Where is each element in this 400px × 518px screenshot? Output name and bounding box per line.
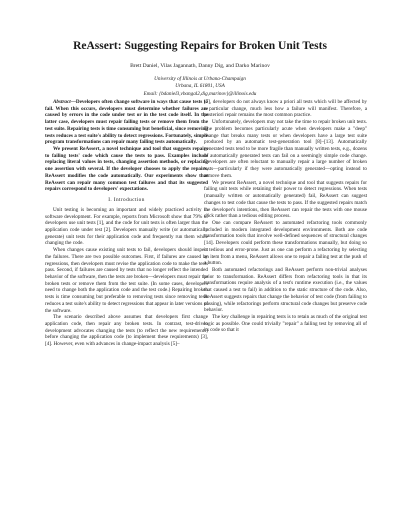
right-paragraph-2: Unfortunately, developers may not take the time to repair broken unit tests. The problem becomes particularly acute when developers make a "deep" change that breaks many tests or when developers have a large test suite produced by an automatic test-generation tool [8]–[13]. Automatically generated tests tend to be more fragile than manually written tests, e.g., dozens of automatically generated tests can fail on a seemingly simple code change. Developers are often reluctant to manually repair a large number of broken tests—particularly if they were automatically generated—opting instead to remove them.	[204, 119, 367, 179]
right-paragraph-4: One can compare ReAssert to automated refactoring tools commonly included in modern integrated development environments. Both are code transformation tools that involve well-defined sequences of structural changes [14]. Developers could perform these transformations manually, but doing so is tedious and error-prone. Just as one can perform a refactoring by selecting an item from a menu, ReAssert allows one to repair a failing test at the push of a button.	[204, 219, 367, 267]
right-paragraph-6: The key challenge in repairing tests is to retain as much of the original test logic as possible. One could trivially "repair" a failing test by removing all of its code so that it	[204, 314, 367, 334]
right-paragraph-5: Both automated refactorings and ReAssert perform non-trivial analyses prior to transformation. ReAssert differs from refactoring tools in that its transformations require analysis of a test's runtime execution (i.e., the values that caused a test to fail) in addition to the static structure of the code. Also, ReAssert suggests repairs that change the behavior of test code (from failing to passing), while refactorings perform structural code changes but preserve code behavior.	[204, 266, 367, 314]
affiliation-institution: University of Illinois at Urbana-Champaign	[154, 76, 246, 82]
affiliation-email: Email: {bdaniel3,vbangal2,dig,marinov}@illinois.edu	[143, 90, 257, 97]
section-heading-introduction: I. Introduction	[108, 197, 145, 204]
left-paragraph-2: When changes cause existing unit tests to fail, developers should inspect the failures. There are two possible outcomes. First, if failures are caused by regressions, then developers must revise the application code to make the tests pass. Second, if failures are caused by tests that no longer reflect the intended behavior of the software, then the tests are broken—developers must repair the broken tests or remove them from the test suite. (In some cases, developers need to change both the application code and the test code.) Repairing broken tests is time consuming but preferable to removing tests since removing tests reduces a test suite's ability to detect regressions that appear in later versions of the software.	[45, 247, 208, 314]
abstract-label: Abstract	[53, 99, 71, 105]
abstract-paragraph-1	[45, 99, 208, 146]
affiliation-block	[0, 76, 400, 98]
right-paragraph-1: [7], developers do not always know a priori all tests which will be affected by a particular change, much less how a failure will manifest. Therefore, a posteriori repair remains the most common practice.	[204, 99, 367, 119]
paper-authors: Brett Daniel, Vilas Jagannath, Danny Dig, and Darko Marinov	[130, 63, 270, 69]
left-column	[45, 99, 208, 348]
right-column	[204, 99, 367, 334]
right-paragraph-3: We present ReAssert, a novel technique and tool that suggests repairs for failing unit tests while retaining their power to detect regressions. When tests (manually written or automatically generated) fail, ReAssert can suggest changes to test code that cause the tests to pass. If the suggested repairs match the developer's intentions, then ReAssert can repair the tests with one mouse click rather than a tedious editing process.	[204, 179, 367, 220]
paper-title: ReAssert: Suggesting Repairs for Broken Unit Tests	[73, 40, 327, 52]
abstract-paragraph-2: We present ReAssert, a novel technique and tool that suggests repairs to failing tests' code which cause the tests to pass. Examples include replacing literal values in tests, changing assertion methods, or replacing one assertion with several. If the developer chooses to apply the repairs, ReAssert modifies the code automatically. Our experiments show that ReAssert can repair many common test failures and that its suggested repairs correspond to developers' expectations.	[45, 146, 208, 193]
left-paragraph-3: The scenario described above assumes that developers first change application code, then repair any broken tests. In contrast, test-driven development advocates changing the tests (to reflect the new requirements) before changing the application code (to implement these requirements) [3], [4]. However, even with advances in change-impact analysis [5]–	[45, 314, 208, 348]
left-paragraph-1: Unit testing is becoming an important and widely practiced activity in software development. For example, reports from Microsoft show that 79% of developers use unit tests [1], and the code for unit tests is often larger than the application code under test [2]. Developers manually write (or automatically generate) unit tests for their application code and frequently run them while changing the code.	[45, 206, 208, 247]
abstract-text-1: —Developers often change software in ways that cause tests to fail. When this occurs, developers must determine whether failures are caused by errors in the code under test or in the test code itself. In the latter case, developers must repair failing tests or remove them from the test suite. Repairing tests is time consuming but beneficial, since removing tests reduces a test suite's ability to detect regressions. Fortunately, simple program transformations can repair many failing tests automatically.	[45, 99, 208, 146]
affiliation-location: Urbana, IL 61801, USA	[175, 83, 225, 90]
